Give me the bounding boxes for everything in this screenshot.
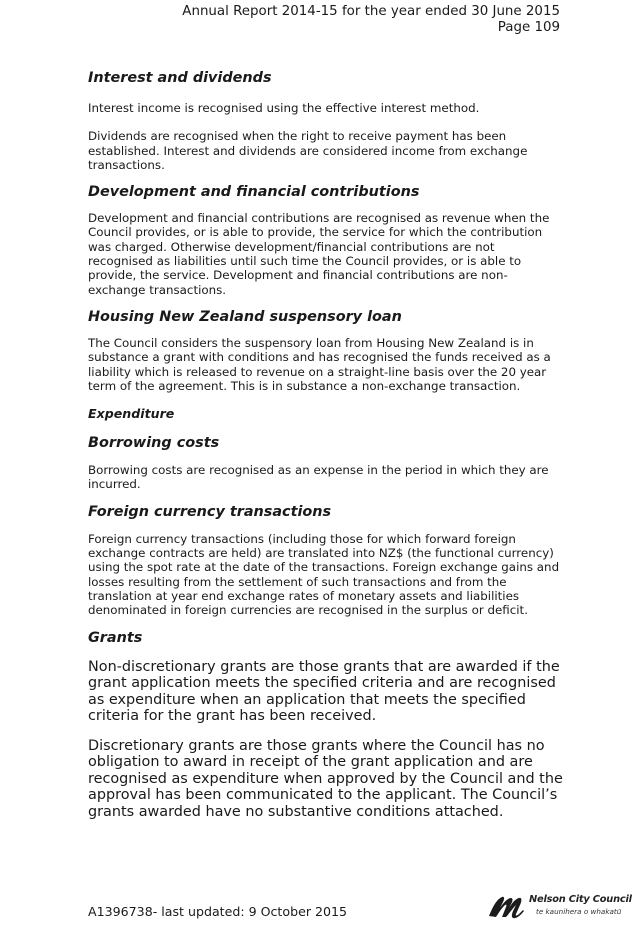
paragraph-interest-income: Interest income is recognised using the effective interest method. [88, 101, 480, 115]
paragraph-discretionary-grants: Discretionary grants are those grants where the Council has no obligation to award in receipt of the grant application and are recognised as expenditure when approved by the Council and the approval has been communicated to the applicant. The Council’s grants awarded have no substantive conditions attached. [88, 737, 563, 820]
report-title: Annual Report 2014-15 for the year ended 30 June 2015 [182, 4, 560, 19]
heading-borrowing-costs: Borrowing costs [88, 435, 220, 452]
council-logo-mark-icon [487, 893, 531, 919]
council-logo-subtitle: te kaunihera o whakatū [536, 907, 622, 916]
heading-development-contributions: Development and financial contributions [88, 184, 420, 201]
heading-interest-dividends: Interest and dividends [88, 70, 272, 86]
paragraph-borrowing-costs: Borrowing costs are recognised as an expense in the period in which they are incurred. [88, 463, 549, 492]
document-body [88, 69, 563, 820]
page-number: Page 109 [497, 20, 560, 35]
heading-foreign-currency: Foreign currency transactions [88, 503, 332, 520]
heading-housing-loan: Housing New Zealand suspensory loan [88, 308, 402, 325]
paragraph-foreign-currency: Foreign currency transactions (including those for which forward foreign exchange contracts are held) are translated into NZ$ (the functional currency) using the spot rate at the date of the transactions. Foreign exchange gains and losses resulting from the settlement of such transactions and from the translation at year end exchange rates of monetary assets and liabilities denominated in foreign currencies are recognised in the surplus or deficit. [88, 531, 560, 618]
council-logo [487, 893, 632, 919]
paragraph-development-contributions: Development and financial contributions are recognised as revenue when the Council provides, or is able to provide, the service for which the contribution was charged. Otherwise development/financial contributions are not recognised as liabilities until such time the Council provides, or is able to provide, the service. Development and financial contributions are non-exchange transactions. [88, 211, 550, 297]
heading-expenditure: Expenditure [88, 406, 175, 422]
paragraph-dividends: Dividends are recognised when the right to receive payment has been established. Interest and dividends are considered income from exchange transactions. [88, 129, 528, 172]
paragraph-housing-loan: The Council considers the suspensory loan from Housing New Zealand is in substance a grant with conditions and has recognised the funds received as a liability which is released to revenue on a straight-line basis over the 20 year term of the agreement. This is in substance a non-exchange transaction. [88, 335, 551, 393]
council-logo-name: Nelson City Council [529, 894, 632, 905]
page-header [182, 4, 560, 36]
footer-last-updated: A1396738- last updated: 9 October 2015 [88, 904, 348, 919]
heading-grants: Grants [88, 629, 143, 646]
paragraph-non-discretionary-grants: Non-discretionary grants are those grants that are awarded if the grant application meets the specified criteria and are recognised as expenditure when an application that meets the specified criteria for the grant has been received. [88, 658, 560, 725]
